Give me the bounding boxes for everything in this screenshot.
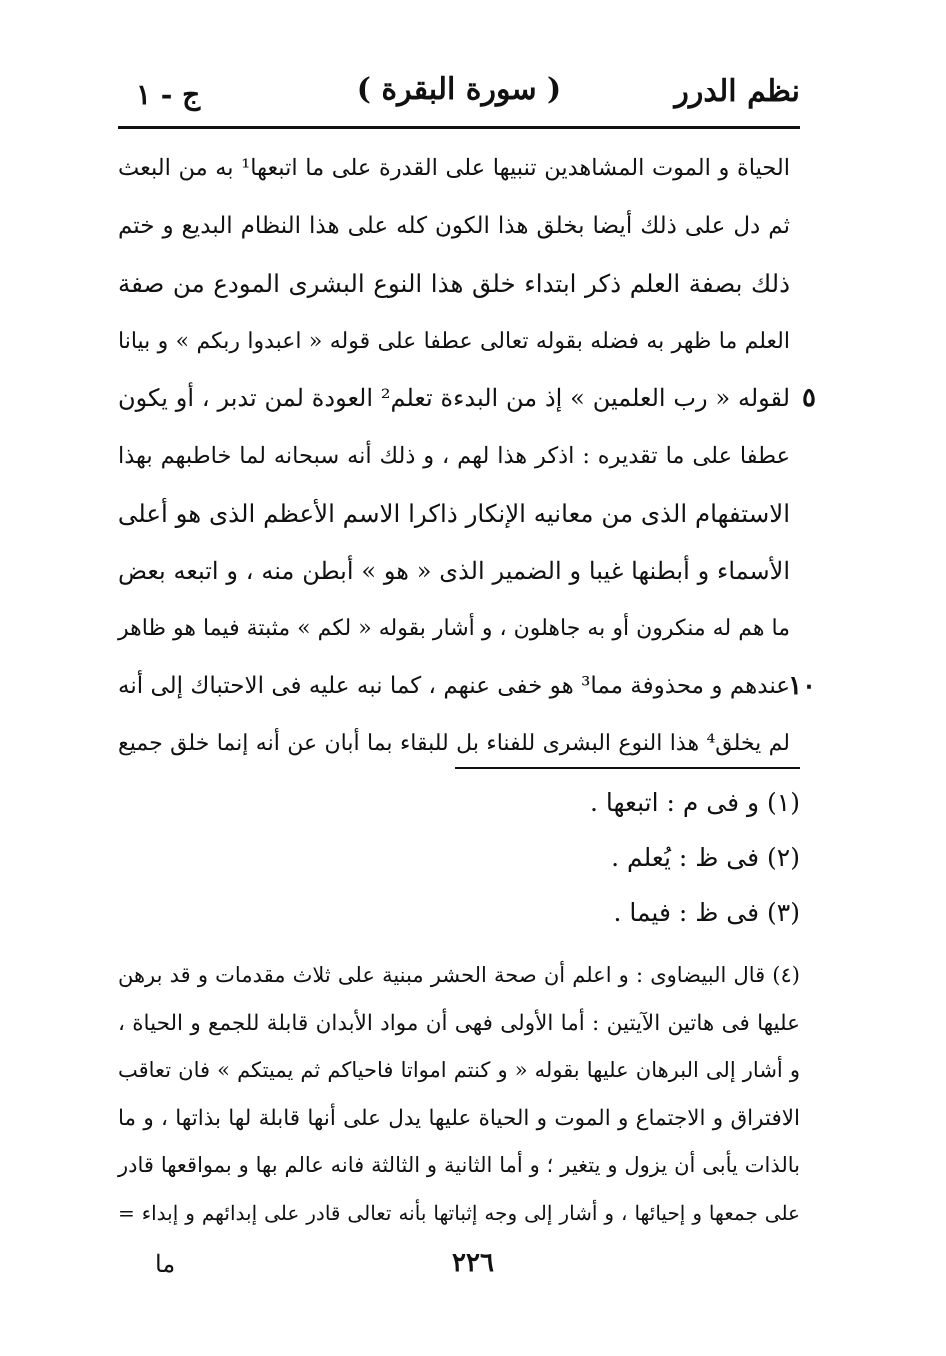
text-line [118, 600, 790, 658]
line-text: عطفا على ما تقديره : اذكر هذا لهم ، و ذلك أنه سبحانه لما خاطبهم بهذا [118, 442, 790, 469]
text-line [118, 198, 790, 256]
line-text: الاستفهام الذى من معانيه الإنكار ذاكرا الاسم الأعظم الذى هو أعلى [117, 499, 790, 528]
footnote-2: (٢) فى ظ : يُعلم . [611, 843, 800, 872]
footnote-rule [455, 767, 800, 769]
text-line [118, 255, 790, 313]
page-number: ٢٢٦ [452, 1248, 494, 1278]
footnote-4-line: عليها فى هاتين الآيتين : أما الأولى فهى أن مواد الأبدان قابلة للجمع و الحياة ، [118, 1010, 800, 1036]
text-line [118, 140, 790, 198]
main-text [117, 140, 816, 773]
footnote-4-line: بالذات يأبى أن يزول و يتغير ؛ و أما الثانية و الثالثة فانه عالم بها و بمواقعها قادر [118, 1153, 800, 1177]
footnotes [118, 775, 800, 1237]
catchword: ما [155, 1250, 176, 1278]
footnote-3: (٣) فى ظ : فيما . [613, 898, 800, 927]
line-text: ما هم له منكرون أو به جاهلون ، و أشار بقوله « لكم » مثبتة فيما هو ظاهر [118, 616, 790, 641]
line-text: لقوله « رب العلمين » إذ من البدءة تعلم² العودة لمن تدبر ، أو يكون [118, 384, 791, 412]
header-rule [118, 126, 800, 129]
text-line [118, 485, 790, 543]
line-number: ١٠ [788, 670, 816, 701]
footnote-4-line: الافتراق و الاجتماع و الموت و الحياة عليها يدل على أنها قابلة لها بذاتها ، و ما [118, 1105, 800, 1131]
line-number: ٥ [802, 383, 816, 413]
line-text: ذلك بصفة العلم ذكر ابتداء خلق هذا النوع البشرى المودع من صفة [118, 269, 790, 298]
surah-title: ( سورة البقرة ) [356, 72, 562, 107]
volume-label: ج - ١ [136, 78, 201, 111]
line-text: العلم ما ظهر به فضله بقوله تعالى عطفا على قوله « اعبدوا ربكم » و بيانا [118, 328, 790, 354]
book-title: نظم الدرر [674, 74, 800, 109]
line-text: عندهم و محذوفة مما³ هو خفى عنهم ، كما نبه عليه فى الاحتباك إلى أنه [118, 672, 790, 699]
line-text: الأسماء و أبطنها غيبا و الضمير الذى « هو » أبطن منه ، و اتبعه بعض [118, 556, 790, 585]
line-text: لم يخلق⁴ هذا النوع البشرى للفناء بل للبقاء بما أبان عن أنه إنما خلق جميع [118, 731, 791, 756]
footnote-4-line: على جمعها و إحيائها ، و أشار إلى وجه إثباتها بأنه تعالى قادر على إبدائهم و إبداء = [118, 1200, 800, 1225]
text-line [118, 543, 790, 601]
footnote-1: (١) و فى م : اتبعها . [590, 788, 800, 817]
footnote-4-line: و أشار إلى البرهان عليها بقوله « و كنتم امواتا فاحياكم ثم يميتكم » فان تعاقب [118, 1058, 800, 1082]
footnote-4-line: (٤) قال البيضاوى : و اعلم أن صحة الحشر مبنية على ثلاث مقدمات و قد برهن [118, 963, 800, 987]
text-line [118, 313, 790, 371]
page-header [118, 68, 800, 120]
text-line [118, 715, 790, 773]
text-line [118, 370, 816, 428]
text-line [118, 658, 816, 716]
line-text: ثم دل على ذلك أيضا بخلق هذا الكون كله على هذا النظام البديع و ختم [118, 212, 790, 239]
line-text: الحياة و الموت المشاهدين تنبيها على القدرة على ما اتبعها¹ به من البعث [118, 155, 791, 181]
text-line [118, 428, 790, 486]
